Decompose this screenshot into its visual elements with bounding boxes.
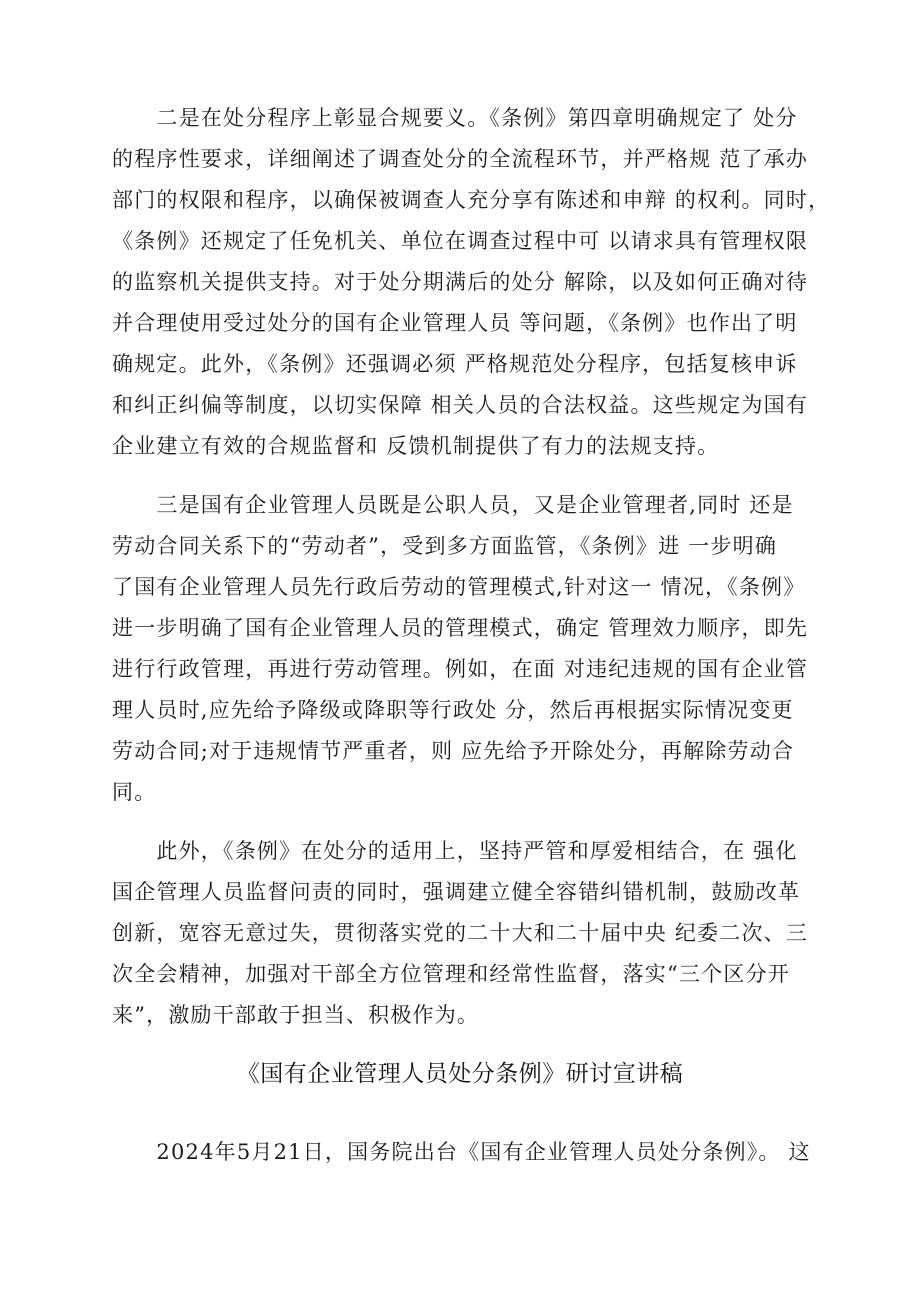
text-line: 的程序性要求，详细阐述了调查处分的全流程环节，并严格规 范了承办 [112, 147, 809, 171]
text-line: 企业建立有效的合规监督和 反馈机制提供了有力的法规支持。 [112, 434, 720, 458]
text-line: 二是在处分程序上彰显合规要义。《条例》第四章明确规定了 处分 [112, 106, 798, 130]
text-line: 三是国有企业管理人员既是公职人员，又是企业管理者,同时 还是 [112, 493, 794, 517]
text-line: 国企管理人员监督问责的同时，强调建立健全容错纠错机制，鼓励改革 [112, 880, 801, 904]
text-line: 创新，宽容无意过失，贯彻落实党的二十大和二十届中央 纪委二次、三 [112, 921, 809, 945]
text-line: 来”，激励干部敢于担当、积极作为。 [112, 1003, 480, 1027]
text-line: 部门的权限和程序，以确保被调查人充分享有陈述和申辩 的权利。同时， [112, 188, 831, 212]
text-line: 确规定。此外，《条例》还强调必须 严格规范处分程序，包括复核申诉 [112, 352, 798, 376]
text-line: 进一步明确了国有企业管理人员的管理模式，确定 管理效力顺序，即先 [112, 616, 809, 640]
text-line: 同。 [112, 780, 157, 804]
text-line: 的监察机关提供支持。对于处分期满后的处分 解除，以及如何正确对待 [112, 270, 809, 294]
text-line: 劳动合同;对于违规情节严重者，则 应先给予开除处分，再解除劳动合 [112, 739, 795, 763]
text-line: 《条例》还规定了任免机关、单位在调查过程中可 以请求具有管理权限 [112, 229, 809, 253]
text-line: 了国有企业管理人员先行政后劳动的管理模式,针对这一 情况，《条例》 [112, 575, 806, 599]
section-title: 《国有企业管理人员处分条例》研讨宣讲稿 [236, 1061, 684, 1087]
text-line: 此外，《条例》在处分的适用上，坚持严管和厚爱相结合，在 强化 [112, 839, 798, 863]
text-line: 理人员时,应先给予降级或降职等行政处 分，然后再根据实际情况变更 [112, 698, 794, 722]
text-line: 2024年5月21日，国务院出台《国有企业管理人员处分条例》。 这 [112, 1140, 811, 1164]
text-line: 劳动合同关系下的“劳动者”，受到多方面监管，《条例》进 一步明确 [112, 534, 778, 558]
text-line: 并合理使用受过处分的国有企业管理人员 等问题，《条例》也作出了明 [112, 311, 798, 335]
text-line: 次全会精神，加强对干部全方位管理和经常性监督，落实“三个区分开 [112, 962, 790, 986]
text-line: 进行行政管理，再进行劳动管理。例如，在面 对违纪违规的国有企业管 [112, 657, 809, 681]
text-line: 和纠正纠偏等制度，以切实保障 相关人员的合法权益。这些规定为国有 [112, 393, 809, 417]
